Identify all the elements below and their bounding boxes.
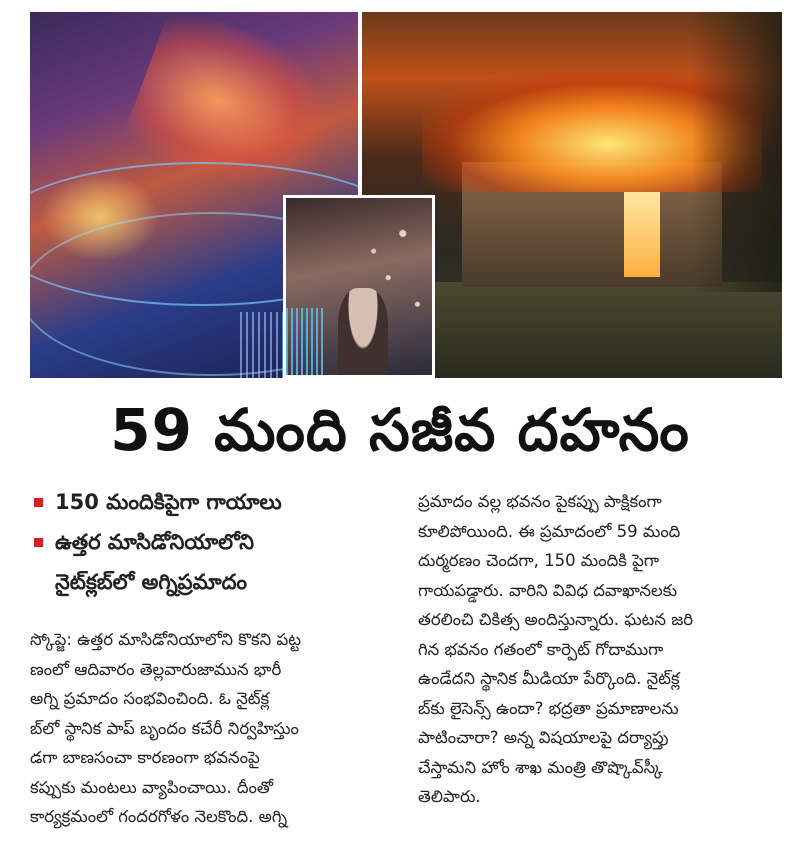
- article-line: పాటించారా? అన్న విషయాలపై దర్యాప్తు: [418, 728, 669, 747]
- article-line: గాయపడ్డారు. వారిని వివిధ దవాఖానలకు: [418, 580, 678, 600]
- highlight-item: [30, 482, 410, 522]
- stage-lights: [286, 308, 326, 378]
- article-line: కార్యక్రమంలో గందరగోళం నెలకొంది. అగ్ని: [30, 807, 288, 826]
- highlight-text: నైట్‌క్లబ్‌లో అగ్నిప్రమాదం: [55, 570, 248, 594]
- highlight-text: 150 మందికిపైగా గాయాలు: [55, 490, 282, 514]
- article-line: కప్పుకు మంటలు వ్యాపించాయి. దీంతో: [30, 777, 273, 797]
- glowing-doorway: [624, 192, 660, 277]
- article-column-left: [30, 625, 400, 832]
- tree-silhouette: [692, 12, 782, 292]
- article-line: బ్‌లో స్థానిక పాప్ బృందం కచేరీ నిర్వహిస్తుం: [30, 718, 299, 738]
- article-line: డగా బాణసంచా కారణంగా భవనంపై: [30, 748, 260, 767]
- article-line: చేస్తామని హోం శాఖ మంత్రి తొష్కొవ్‌స్కీ: [418, 757, 663, 777]
- highlight-text: ఉత్తర మాసిడోనియాలోని: [55, 530, 254, 554]
- article-line: కూలిపోయింది. ఈ ప్రమాదంలో 59 మంది: [418, 521, 681, 541]
- headline: 59 మంది సజీవ దహనం: [110, 396, 690, 464]
- article-line: బ్‌కు లైసెన్స్ ఉందా? భద్రతా ప్రమాణాలను: [418, 698, 679, 718]
- article-line: గిన భవనం గతంలో కార్పెట్ గోదాముగా: [418, 639, 664, 659]
- bullet-square-icon: [34, 538, 43, 547]
- highlight-item: [30, 522, 410, 562]
- article-column-right: [418, 487, 774, 812]
- highlights: [30, 482, 410, 602]
- article-line: ణంలో ఆదివారం తెల్లవారుజామున భారీ: [30, 659, 282, 679]
- article-line: దుర్మరణం చెందగా, 150 మందికి పైగా: [418, 551, 660, 570]
- inset-fireworks-photo: [283, 195, 435, 378]
- article-line: స్కోప్జె: ఉత్తర మాసిడోనియాలోని కొకని పట్ట: [30, 630, 301, 649]
- article-line: ప్రమాదం వల్ల భవనం పైకప్పు పాక్షికంగా: [418, 492, 662, 511]
- article-line: తరలించి చికిత్స అందిస్తున్నారు. ఘటన జరి: [418, 610, 694, 629]
- highlight-item-continued: [30, 562, 410, 602]
- bullet-square-icon: [34, 498, 43, 507]
- article-line: అగ్ని ప్రమాదం సంభవించింది. ఓ నైట్‌క్ల: [30, 689, 270, 708]
- article-line: ఉండేదని స్థానిక మీడియా పేర్కొంది. నైట్‌క్ల: [418, 669, 680, 688]
- article-line: తెలిపారు.: [418, 787, 481, 806]
- performer: [338, 288, 388, 378]
